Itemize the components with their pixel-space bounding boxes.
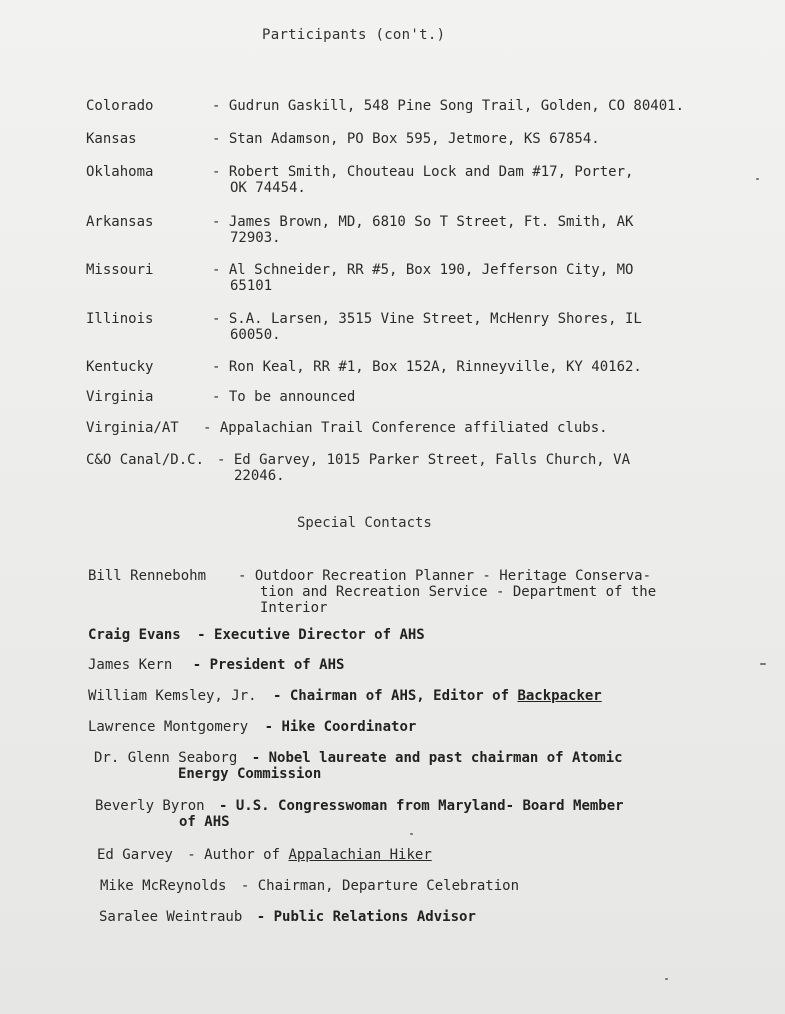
contact-role: - Author of <box>187 847 289 863</box>
participant-detail: - Ron Keal, RR #1, Box 152A, Rinneyville, KY 40162. <box>212 359 642 375</box>
contact-name: Craig Evans <box>88 627 181 643</box>
page-title: Participants (con't.) <box>262 27 446 43</box>
contact-row <box>88 568 758 616</box>
section-title-special-contacts: Special Contacts <box>297 515 432 531</box>
contact-name: William Kemsley, Jr. <box>88 688 257 704</box>
state-label: Arkansas <box>86 214 154 230</box>
participant-detail: - Appalachian Trail Conference affiliated clubs. <box>203 420 608 436</box>
participant-detail: - Al Schneider, RR #5, Box 190, Jefferson City, MO <box>212 262 634 278</box>
contact-row <box>88 627 758 643</box>
contact-name: Mike McReynolds <box>100 878 227 894</box>
contact-row <box>97 847 767 863</box>
contact-row <box>88 657 758 673</box>
contact-name: Bill Rennebohm <box>88 568 207 584</box>
contact-name: Dr. Glenn Seaborg <box>94 750 238 766</box>
contact-role: - Chairman of AHS, Editor of <box>273 688 518 704</box>
contact-role: - Executive Director of AHS <box>197 627 425 643</box>
participant-detail: - S.A. Larsen, 3515 Vine Street, McHenry Shores, IL <box>212 311 642 327</box>
contact-role-cont: of AHS <box>179 814 230 830</box>
contact-row <box>88 688 758 704</box>
state-label: Virginia <box>86 389 154 405</box>
participant-detail-cont: OK 74454. <box>230 180 306 196</box>
contact-role: - Public Relations Advisor <box>256 909 476 925</box>
participant-detail-cont: 60050. <box>230 327 281 343</box>
contact-name: Lawrence Montgomery <box>88 719 249 735</box>
publication-title: Backpacker <box>517 688 602 704</box>
publication-title: Appalachian Hiker <box>288 847 432 863</box>
paper-speck <box>410 833 413 835</box>
paper-speck <box>665 978 668 980</box>
contact-name: Beverly Byron <box>95 798 205 814</box>
state-label: C&O Canal/D.C. <box>86 452 205 468</box>
state-label: Colorado <box>86 98 154 114</box>
contact-row <box>99 909 769 925</box>
participant-detail: - Ed Garvey, 1015 Parker Street, Falls Church, VA <box>217 452 631 468</box>
paper-speck <box>756 178 759 180</box>
contact-role: - Nobel laureate and past chairman of Atomic <box>251 750 623 766</box>
contact-role-cont: Energy Commission <box>178 766 322 782</box>
contact-role-cont: Interior <box>260 600 328 616</box>
contact-row <box>94 750 764 782</box>
state-label: Virginia/AT <box>86 420 179 436</box>
paper-speck <box>760 663 766 665</box>
participant-detail: - James Brown, MD, 6810 So T Street, Ft. Smith, AK <box>212 214 634 230</box>
contact-name: James Kern <box>88 657 173 673</box>
contact-role: - President of AHS <box>192 657 345 673</box>
contact-row <box>88 719 758 735</box>
participant-detail-cont: 72903. <box>230 230 281 246</box>
participant-detail-cont: 65101 <box>230 278 273 294</box>
participant-detail: - To be announced <box>212 389 356 405</box>
state-label: Illinois <box>86 311 154 327</box>
participant-detail: - Stan Adamson, PO Box 595, Jetmore, KS 67854. <box>212 131 600 147</box>
state-label: Kansas <box>86 131 137 147</box>
contact-name: Ed Garvey <box>97 847 173 863</box>
contact-role: - Chairman, Departure Celebration <box>240 878 520 894</box>
contact-role-cont: tion and Recreation Service - Department of the <box>260 584 657 600</box>
participant-detail-cont: 22046. <box>234 468 285 484</box>
participant-detail: - Robert Smith, Chouteau Lock and Dam #17, Porter, <box>212 164 634 180</box>
contact-row <box>100 878 770 894</box>
contact-role: - Hike Coordinator <box>264 719 417 735</box>
contact-role: - U.S. Congresswoman from Maryland- Board Member <box>219 798 624 814</box>
participant-detail: - Gudrun Gaskill, 548 Pine Song Trail, Golden, CO 80401. <box>212 98 685 114</box>
contact-name: Saralee Weintraub <box>99 909 243 925</box>
state-label: Missouri <box>86 262 154 278</box>
state-label: Kentucky <box>86 359 154 375</box>
state-label: Oklahoma <box>86 164 154 180</box>
contact-row <box>95 798 765 830</box>
contact-role: - Outdoor Recreation Planner - Heritage Conserva- <box>238 568 652 584</box>
